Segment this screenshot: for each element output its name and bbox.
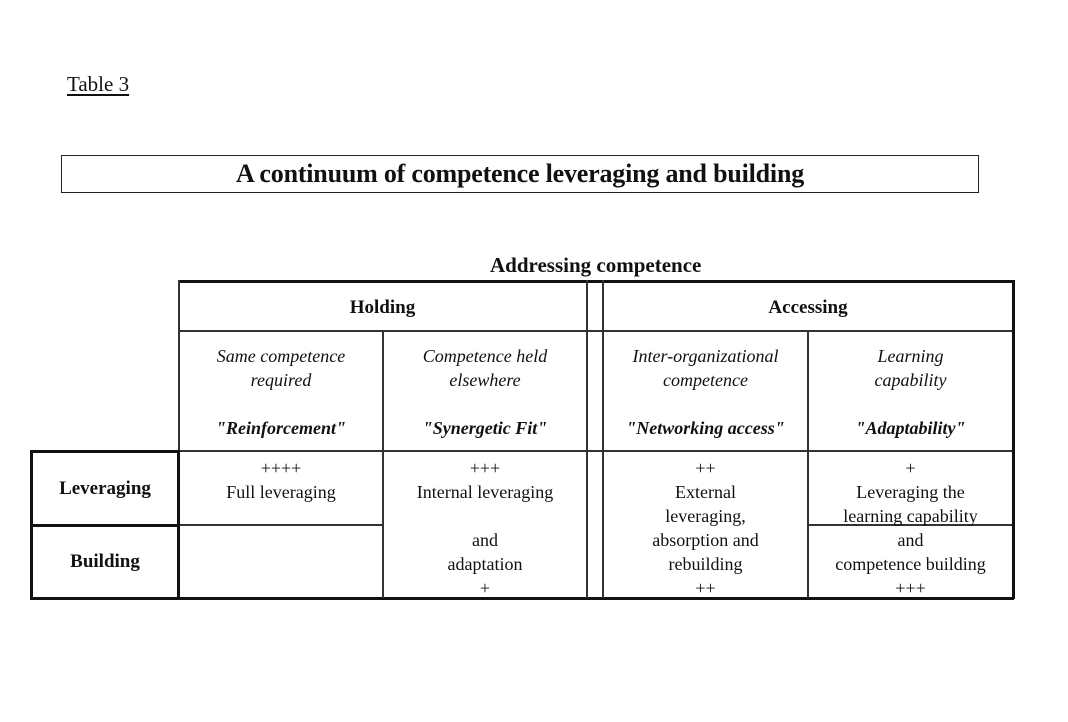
column-header-synergetic-fit — [384, 344, 586, 440]
leveraging-cell-networking-access — [604, 456, 807, 528]
column-description-line2: required — [250, 370, 312, 390]
column-name: "Networking access" — [626, 418, 785, 438]
rating: ++ — [695, 578, 716, 598]
column-name: "Synergetic Fit" — [422, 418, 548, 438]
cell-text: absorption and — [652, 530, 759, 550]
table-label: Table 3 — [67, 72, 130, 96]
cell-text: External — [675, 482, 736, 502]
group-holding: Holding — [349, 297, 416, 318]
rating: ++++ — [260, 458, 302, 478]
column-header-networking-access — [604, 344, 807, 440]
building-cell-networking-access — [604, 528, 807, 600]
cell-text: rebuilding — [668, 554, 743, 574]
column-description-line2: competence — [663, 370, 748, 390]
building-cell-synergetic-fit — [384, 528, 586, 600]
column-name: "Reinforcement" — [216, 418, 346, 438]
group-accessing: Accessing — [768, 297, 848, 318]
rating: + — [479, 578, 491, 598]
cell-text: leveraging, — [665, 506, 746, 526]
cell-text: learning capability — [843, 506, 978, 526]
rating: +++ — [469, 458, 501, 478]
rating: +++ — [895, 578, 926, 598]
column-description-line1: Inter-organizational — [632, 346, 779, 366]
cell-text: Leveraging the — [856, 482, 965, 502]
rating: ++ — [695, 458, 716, 478]
leveraging-cell-synergetic-fit — [384, 456, 586, 504]
column-description-line1: Learning — [877, 346, 944, 366]
rating: + — [905, 458, 916, 478]
column-description-line1: Same competence — [216, 346, 346, 366]
row-label-leveraging: Leveraging — [59, 477, 151, 499]
row-label-building: Building — [70, 551, 140, 572]
leveraging-cell-reinforcement — [180, 456, 382, 504]
cell-text: Internal leveraging — [416, 482, 554, 502]
cell-text: adaptation — [447, 554, 523, 574]
building-cell-adaptability — [809, 528, 1012, 600]
column-description-line1: Competence held — [422, 346, 548, 366]
cell-text: and — [897, 530, 924, 550]
column-description-line2: capability — [874, 370, 947, 390]
cell-text: Full leveraging — [226, 482, 336, 502]
cell-text: competence building — [835, 554, 986, 574]
addressing-competence-title: Addressing competence — [490, 253, 702, 277]
column-header-adaptability — [809, 344, 1012, 440]
table-title: A continuum of competence leveraging and building — [61, 155, 979, 193]
column-header-reinforcement — [180, 344, 382, 440]
cell-text: and — [472, 530, 498, 550]
column-description-line2: elsewhere — [449, 370, 521, 390]
leveraging-cell-adaptability — [809, 456, 1012, 528]
column-name: "Adaptability" — [855, 418, 966, 438]
